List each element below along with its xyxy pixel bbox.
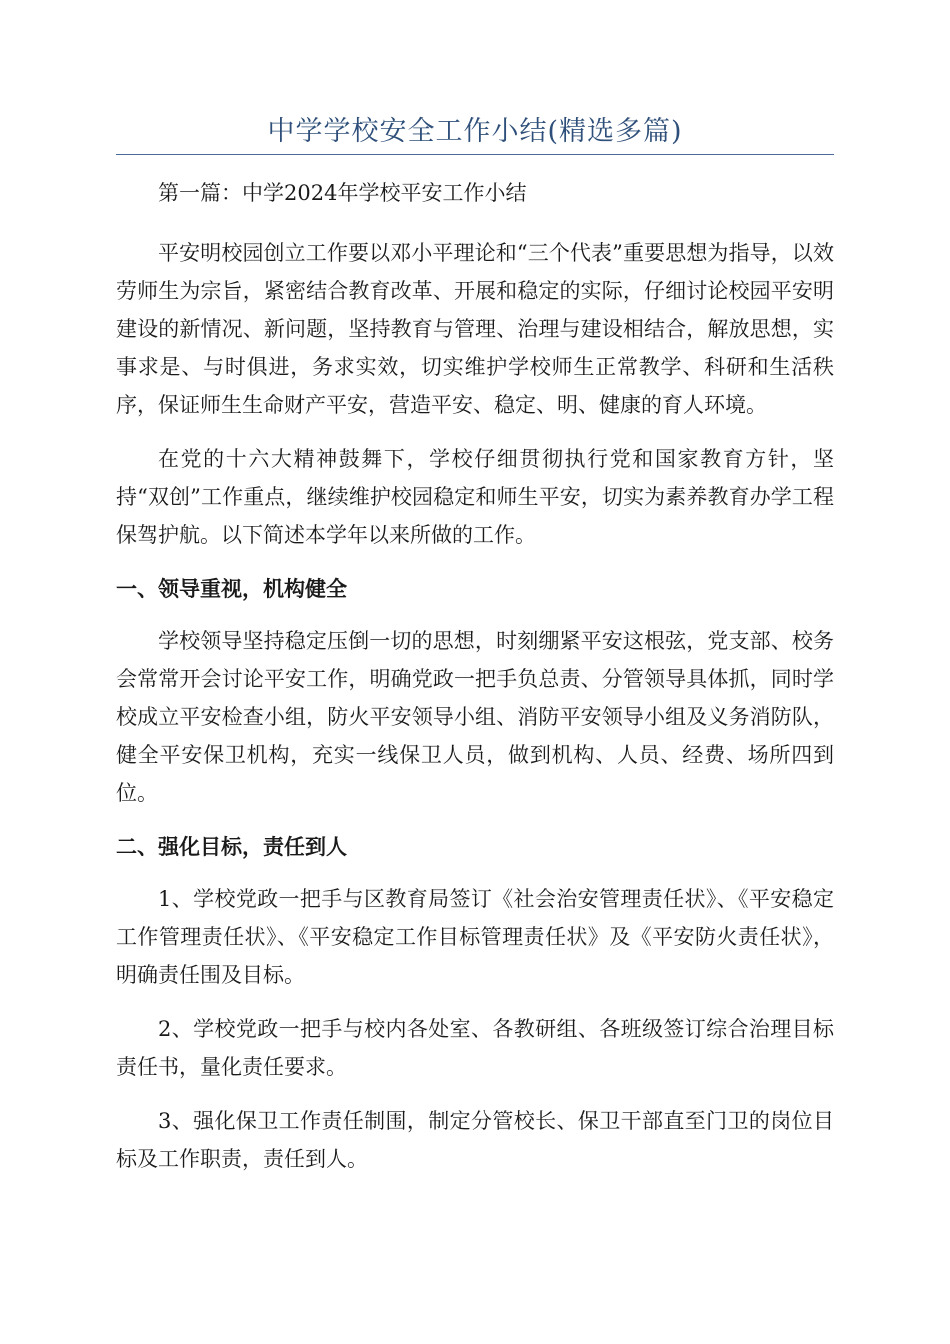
document-body (116, 174, 834, 1194)
paragraph-5: 2、学校党政一把手与校内各处室、各教研组、各班级签订综合治理目标责任书，量化责任要求。 (116, 1017, 834, 1079)
section-subtitle: 第一篇：中学2024年学校平安工作小结 (158, 181, 527, 205)
paragraph-4: 1、学校党政一把手与区教育局签订《社会治安管理责任状》、《平安稳定工作管理责任状》、《平安稳定工作目标管理责任状》及《平安防火责任状》，明确责任围及目标。 (116, 887, 834, 987)
paragraph-6: 3、强化保卫工作责任制围，制定分管校长、保卫干部直至门卫的岗位目标及工作职责，责任到人。 (116, 1109, 834, 1171)
paragraph-3: 学校领导坚持稳定压倒一切的思想，时刻绷紧平安这根弦，党支部、校务会常常开会讨论平安工作，明确党政一把手负总责、分管领导具体抓，同时学校成立平安检查小组，防火平安领导小组、消防平安领导小组及义务消防队，健全平安保卫机构，充实一线保卫人员，做到机构、人员、经费、场所四到位。 (116, 629, 834, 805)
document-title: 中学学校安全工作小结(精选多篇) (267, 116, 683, 147)
paragraph-1: 平安明校园创立工作要以邓小平理论和“三个代表”重要思想为指导，以效劳师生为宗旨，紧密结合教育改革、开展和稳定的实际，仔细讨论校园平安明建设的新情况、新问题，坚持教育与管理、治理与建设相结合，解放思想，实事求是、与时俱进，务求实效，切实维护学校师生正常教学、科研和生活秩序，保证师生生命财产平安，营造平安、稳定、明、健康的育人环境。 (116, 241, 834, 417)
section-heading-1: 一、领导重视，机构健全 (116, 576, 347, 601)
section-heading-2: 二、强化目标，责任到人 (116, 834, 347, 859)
paragraph-2: 在党的十六大精神鼓舞下，学校仔细贯彻执行党和国家教育方针，坚持“双创”工作重点，继续维护校园稳定和师生平安，切实为素养教育办学工程保驾护航。以下简述本学年以来所做的工作。 (116, 447, 834, 547)
title-divider (116, 154, 834, 155)
